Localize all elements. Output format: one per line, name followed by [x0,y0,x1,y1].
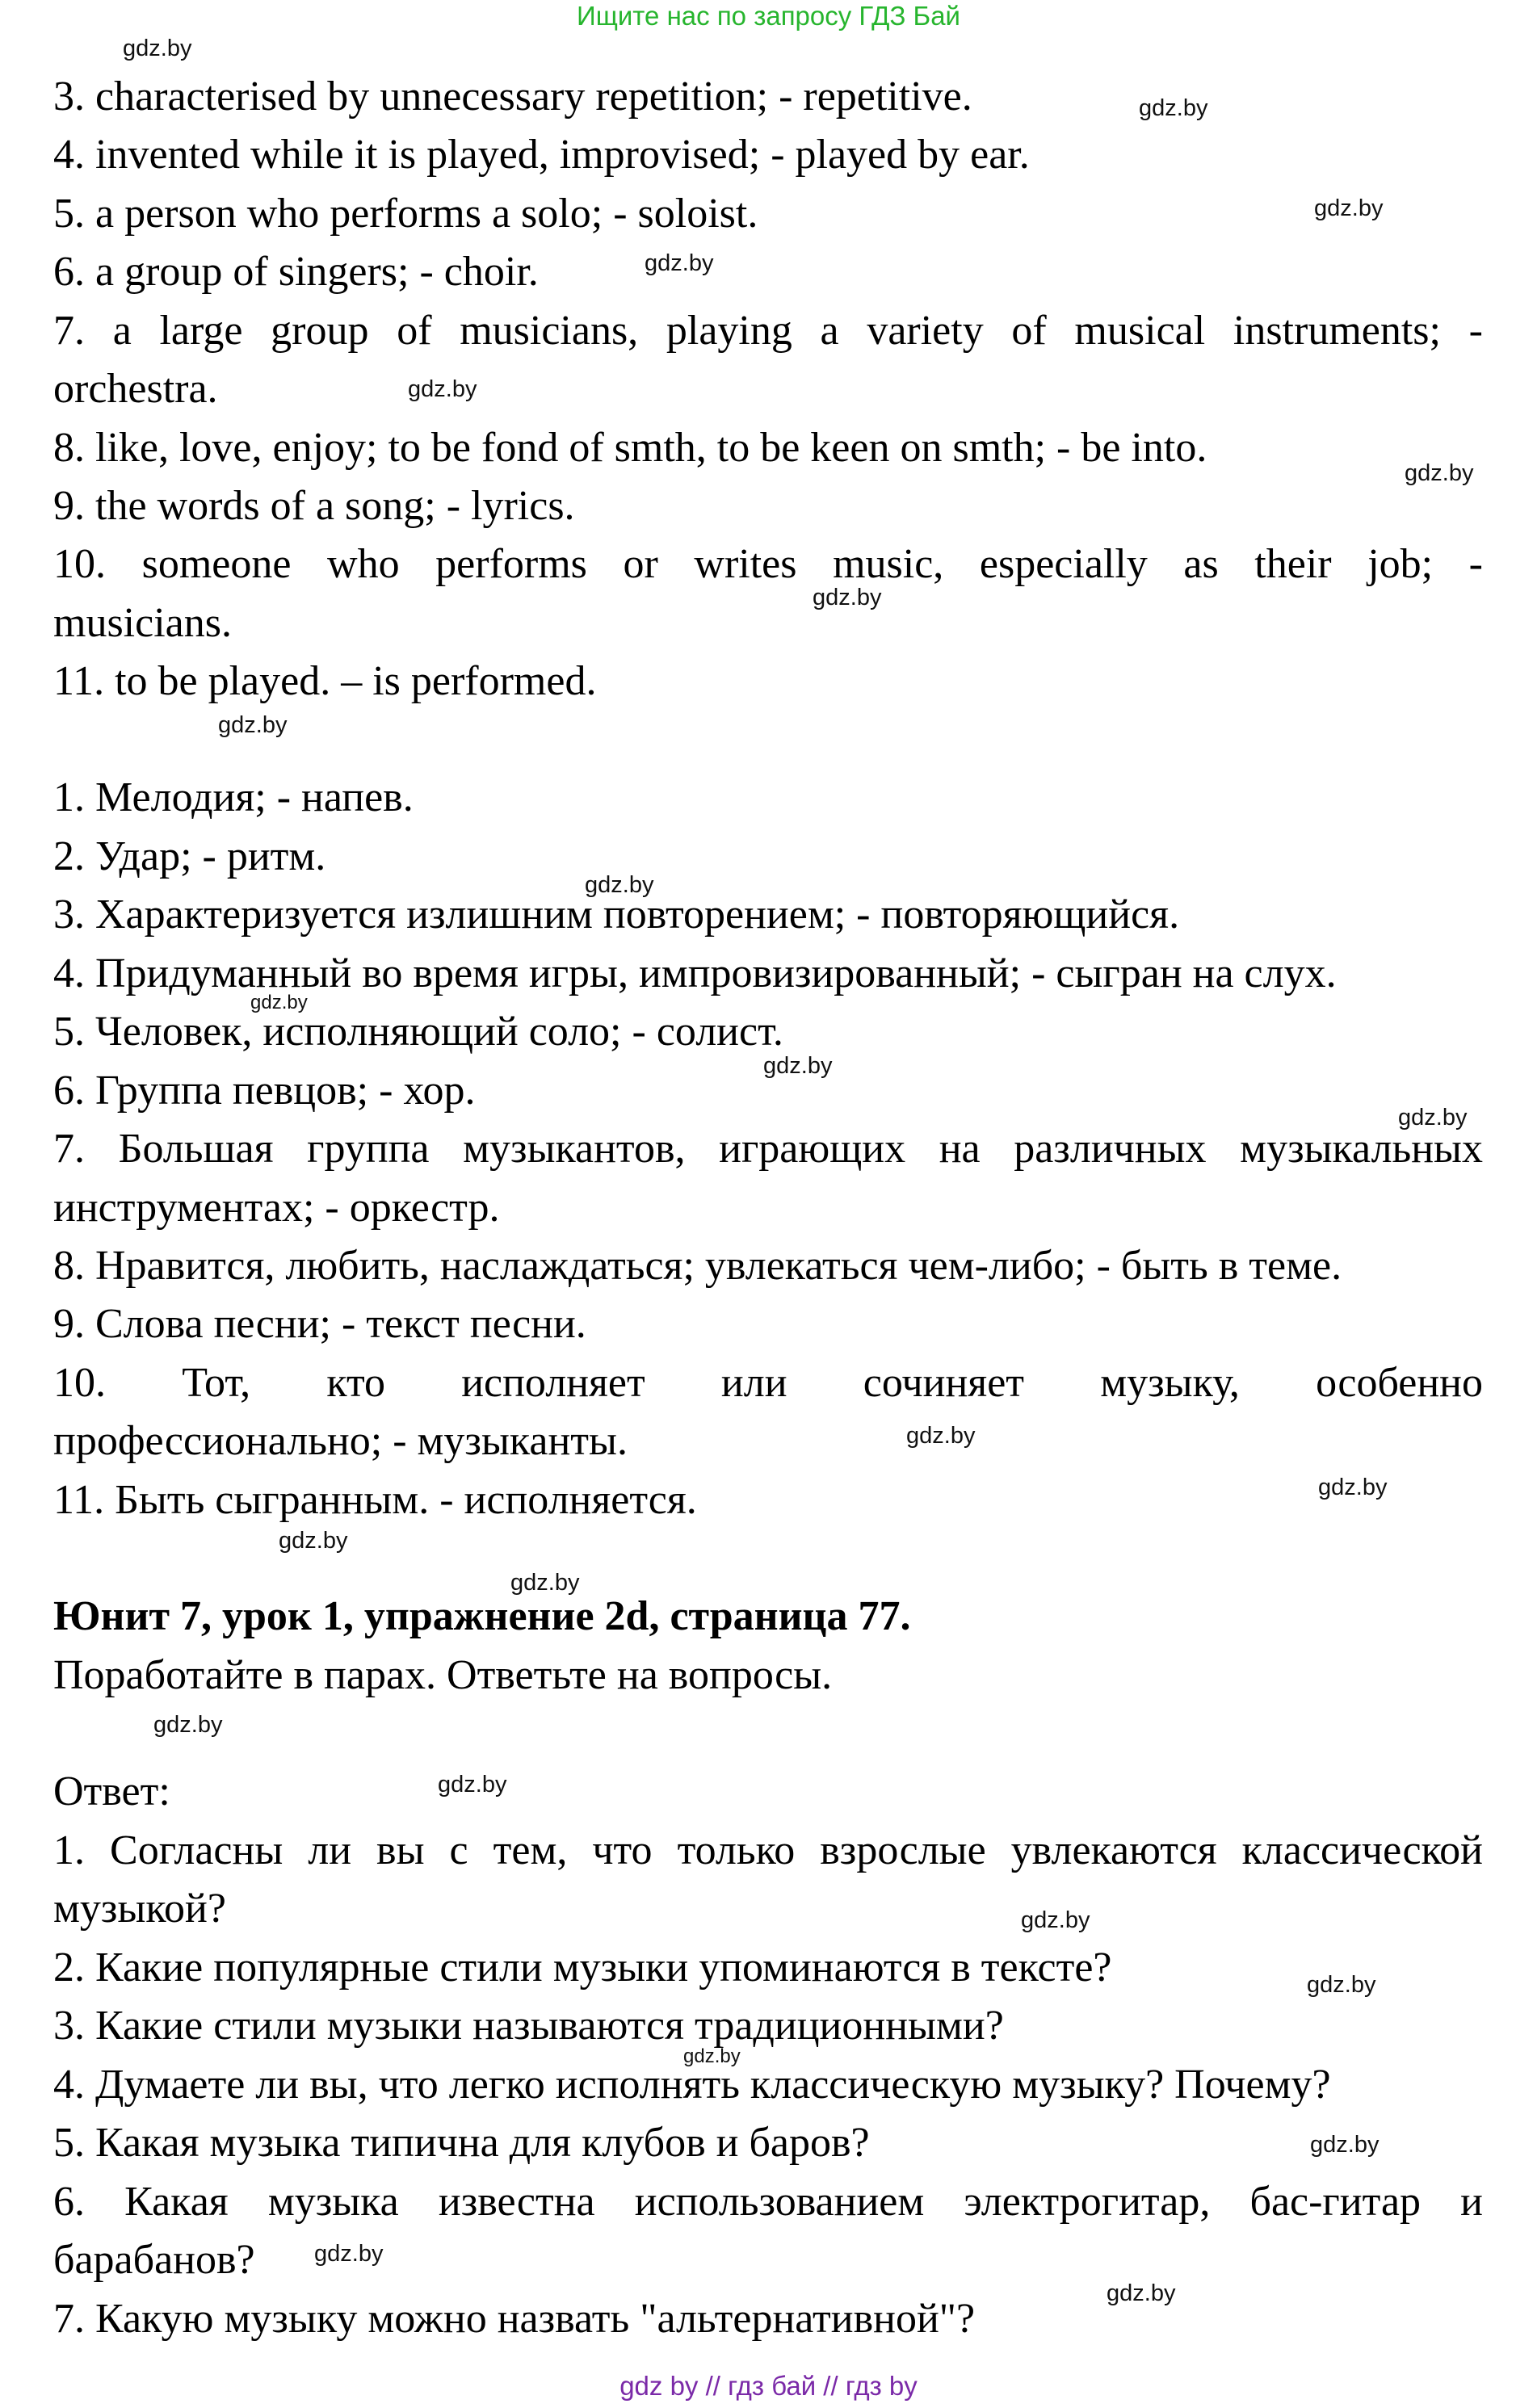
watermark: gdz.by [123,36,192,61]
watermark: gdz.by [153,1712,223,1738]
russian-item-9: 9. Слова песни; - текст песни. [53,1301,586,1347]
watermark: gdz.by [645,250,714,276]
watermark: gdz.by [1310,2132,1380,2158]
watermark: gdz.by [1139,95,1208,121]
russian-item-10-cont: профессионально; - музыканты. [53,1418,628,1464]
english-item-9: 9. the words of a song; - lyrics. [53,483,575,529]
watermark: gdz.by [1307,1972,1376,1998]
russian-item-7: 7. Большая группа музыкантов, играющих на различных музыкальных [53,1126,1483,1172]
english-item-4: 4. invented while it is played, improvised; - played by ear. [53,132,1030,178]
question-3: 3. Какие стили музыки называются традиционными? [53,2003,1004,2049]
watermark: gdz.by [279,1528,348,1554]
question-5: 5. Какая музыка типична для клубов и баров? [53,2120,870,2166]
watermark: gdz.by [1405,460,1474,486]
question-6-cont: барабанов? [53,2237,255,2283]
section-heading: Юнит 7, урок 1, упражнение 2d, страница 77. [53,1593,911,1639]
watermark: gdz.by [510,1570,580,1596]
english-item-7: 7. a large group of musicians, playing a variety of musical instruments; - [53,308,1483,354]
watermark: gdz.by [1021,1907,1090,1933]
watermark: gdz.by [408,376,477,402]
question-1-cont: музыкой? [53,1886,226,1932]
question-2: 2. Какие популярные стили музыки упоминаются в тексте? [53,1944,1112,1991]
watermark: gdz.by [250,992,308,1013]
english-item-10: 10. someone who performs or writes music, especially as their job; - [53,541,1483,587]
russian-item-6: 6. Группа певцов; - хор. [53,1068,476,1114]
bottom-banner[interactable]: gdz by // гдз бай // гдз by [619,2371,918,2401]
question-1: 1. Согласны ли вы с тем, что только взрослые увлекаются классической [53,1827,1483,1873]
question-7: 7. Какую музыку можно назвать "альтернативной"? [53,2296,976,2342]
english-item-3: 3. characterised by unnecessary repetition; - repetitive. [53,73,972,120]
russian-item-3: 3. Характеризуется излишним повторением; - повторяющийся. [53,891,1180,938]
section-instruction: Поработайте в парах. Ответьте на вопросы. [53,1652,833,1698]
russian-item-11: 11. Быть сыгранным. - исполняется. [53,1477,697,1523]
english-item-10-cont: musicians. [53,600,232,646]
watermark: gdz.by [683,2045,741,2067]
watermark: gdz.by [763,1053,833,1079]
watermark: gdz.by [1318,1475,1388,1500]
watermark: gdz.by [1398,1105,1468,1131]
watermark: gdz.by [813,585,882,610]
question-4: 4. Думаете ли вы, что легко исполнять классическую музыку? Почему? [53,2062,1331,2108]
russian-item-10: 10. Тот, кто исполняет или сочиняет музыку, особенно [53,1360,1483,1406]
russian-item-7-cont: инструментах; - оркестр. [53,1185,500,1231]
english-item-5: 5. a person who performs a solo; - soloist. [53,191,758,237]
watermark: gdz.by [1107,2280,1176,2306]
russian-item-4: 4. Придуманный во время игры, импровизированный; - сыгран на слух. [53,950,1337,996]
english-item-6: 6. a group of singers; - choir. [53,249,539,295]
watermark: gdz.by [314,2241,384,2267]
watermark: gdz.by [438,1772,507,1798]
watermark: gdz.by [218,712,288,738]
english-item-8: 8. like, love, enjoy; to be fond of smth, to be keen on smth; - be into. [53,425,1207,471]
watermark: gdz.by [585,872,654,898]
russian-item-2: 2. Удар; - ритм. [53,833,326,879]
russian-item-5: 5. Человек, исполняющий соло; - солист. [53,1009,783,1055]
russian-item-1: 1. Мелодия; - напев. [53,774,414,820]
top-banner[interactable]: Ищите нас по запросу ГДЗ Бай [577,1,960,31]
watermark: gdz.by [906,1423,976,1449]
english-item-7-cont: orchestra. [53,366,218,412]
english-item-11: 11. to be played. – is performed. [53,658,597,704]
answer-label: Ответ: [53,1768,170,1814]
question-6: 6. Какая музыка известна использованием электрогитар, бас-гитар и [53,2179,1483,2225]
watermark: gdz.by [1314,195,1384,221]
russian-item-8: 8. Нравится, любить, наслаждаться; увлекаться чем-либо; - быть в теме. [53,1243,1342,1289]
